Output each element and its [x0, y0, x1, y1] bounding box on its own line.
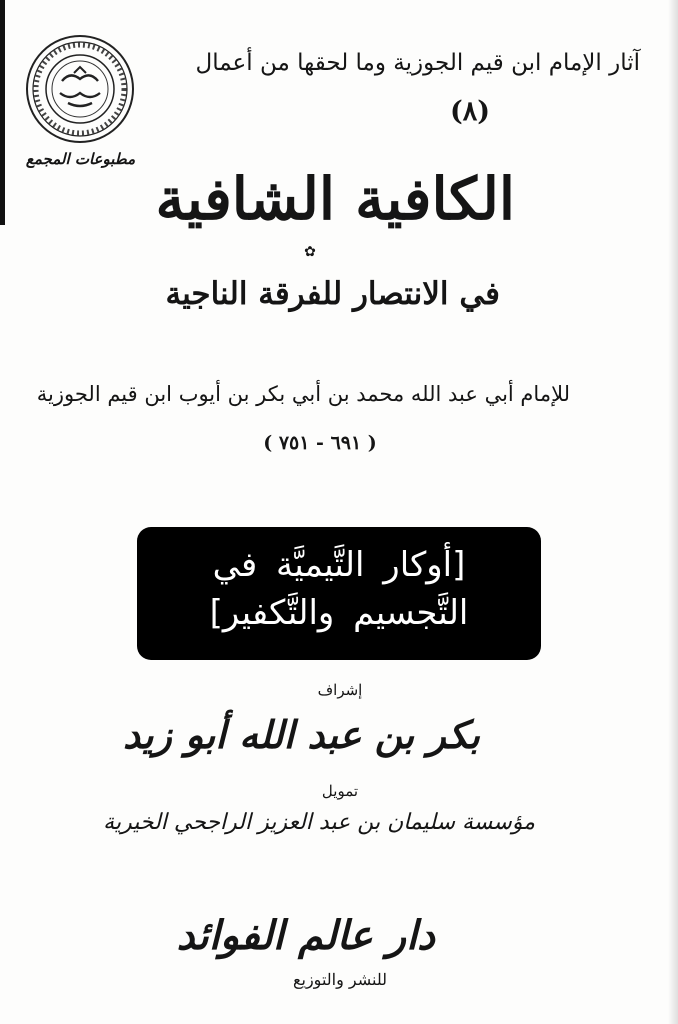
funder-name: مؤسسة سليمان بن عبد العزيز الراجحي الخيرية	[103, 810, 535, 835]
supervision-label: إشراف	[317, 681, 363, 699]
publisher-tagline: للنشر والتوزيع	[292, 970, 388, 989]
supervisor-name: بكر بن عبد الله أبو زيد	[123, 712, 480, 757]
funding-label: تمويل	[321, 782, 359, 800]
page-left-edge	[0, 0, 5, 225]
series-title: آثار الإمام ابن قيم الجوزية وما لحقها من أعمال	[195, 50, 640, 76]
overlay-caption-box	[137, 527, 541, 660]
author-dates: ( ٦٩١ - ٧٥١ )	[263, 432, 377, 454]
seal-caption: مطبوعات المجمع	[25, 150, 136, 168]
overlay-caption-text	[137, 541, 541, 637]
overlay-line-2: التَّجسيم والتَّكفير]	[209, 593, 469, 633]
publisher-logo: دار عالم الفوائد	[176, 912, 435, 959]
author-line: للإمام أبي عبد الله محمد بن أبي بكر بن أيوب ابن قيم الجوزية	[36, 382, 570, 406]
volume-number: (٨)	[449, 96, 491, 127]
ornament-icon: ✿	[304, 244, 316, 260]
page-right-shadow	[668, 0, 678, 1024]
book-title: الكافية الشافية	[155, 165, 515, 233]
book-subtitle: في الانتصار للفرقة الناجية	[165, 276, 500, 312]
academy-seal-icon	[24, 33, 136, 145]
overlay-line-1: [أوكار التَّيميَّة في	[212, 545, 466, 585]
